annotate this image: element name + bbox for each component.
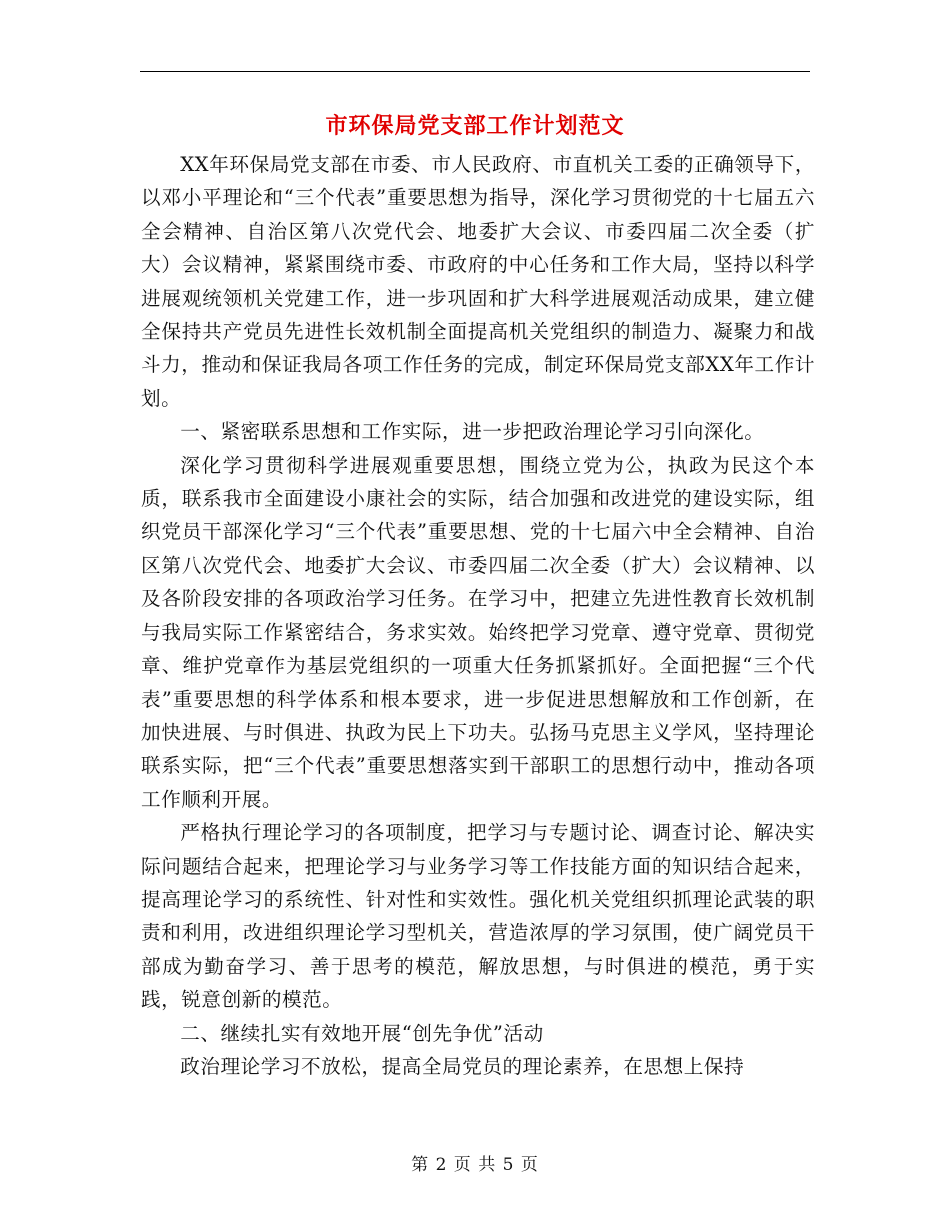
document-title: 市环保局党支部工作计划范文 bbox=[325, 113, 625, 139]
page-number: 第 2 页 共 5 页 bbox=[411, 1155, 539, 1175]
header-rule bbox=[140, 71, 810, 72]
document-body bbox=[141, 148, 815, 1083]
paragraph-continued: 政治理论学习不放松，提高全局党员的理论素养，在思想上保持 bbox=[180, 1054, 745, 1078]
section-heading-1: 一、紧密联系思想和工作实际，进一步把政治理论学习引向深化。 bbox=[180, 420, 765, 444]
paragraph-study: 深化学习贯彻科学进展观重要思想，围绕立党为公，执政为民这个本质，联系我市全面建设小康社会的实际，结合加强和改进党的建设实际，组织党员干部深化学习“三个代表”重要思想、党的十七届六中全会精神、自治区第八次党代会、地委扩大会议、市委四届二次全委（扩大）会议精神、以及各阶段安排的各项政治学习任务。在学习中，把建立先进性教育长效机制与我局实际工作紧密结合，务求实效。始终把学习党章、遵守党章、贯彻党章、维护党章作为基层党组织的一项重大任务抓紧抓好。全面把握“三个代表”重要思想的科学体系和根本要求，进一步促进思想解放和工作创新，在加快进展、与时俱进、执政为民上下功夫。弘扬马克思主义学风，坚持理论联系实际，把“三个代表”重要思想落实到干部职工的思想行动中，推动各项工作顺利开展。 bbox=[141, 453, 815, 811]
section-heading-2: 二、继续扎实有效地开展“创先争优”活动 bbox=[180, 1021, 544, 1045]
paragraph-system: 严格执行理论学习的各项制度，把学习与专题讨论、调查讨论、解决实际问题结合起来，把理论学习与业务学习等工作技能方面的知识结合起来，提高理论学习的系统性、针对性和实效性。强化机关党组织抓理论武装的职责和利用，改进组织理论学习型机关，营造浓厚的学习氛围，使广阔党员干部成为勤奋学习、善于思考的模范，解放思想，与时俱进的模范，勇于实践，锐意创新的模范。 bbox=[141, 821, 815, 1012]
paragraph-intro: XX年环保局党支部在市委、市人民政府、市直机关工委的正确领导下，以邓小平理论和“三个代表”重要思想为指导，深化学习贯彻党的十七届五六全会精神、自治区第八次党代会、地委扩大会议、市委四届二次全委（扩大）会议精神，紧紧围绕市委、市政府的中心任务和工作大局，坚持以科学进展观统领机关党建工作，进一步巩固和扩大科学进展观活动成果，建立健全保持共产党员先进性长效机制全面提高机关党组织的制造力、凝聚力和战斗力，推动和保证我局各项工作任务的完成，制定环保局党支部XX年工作计划。 bbox=[141, 153, 815, 410]
